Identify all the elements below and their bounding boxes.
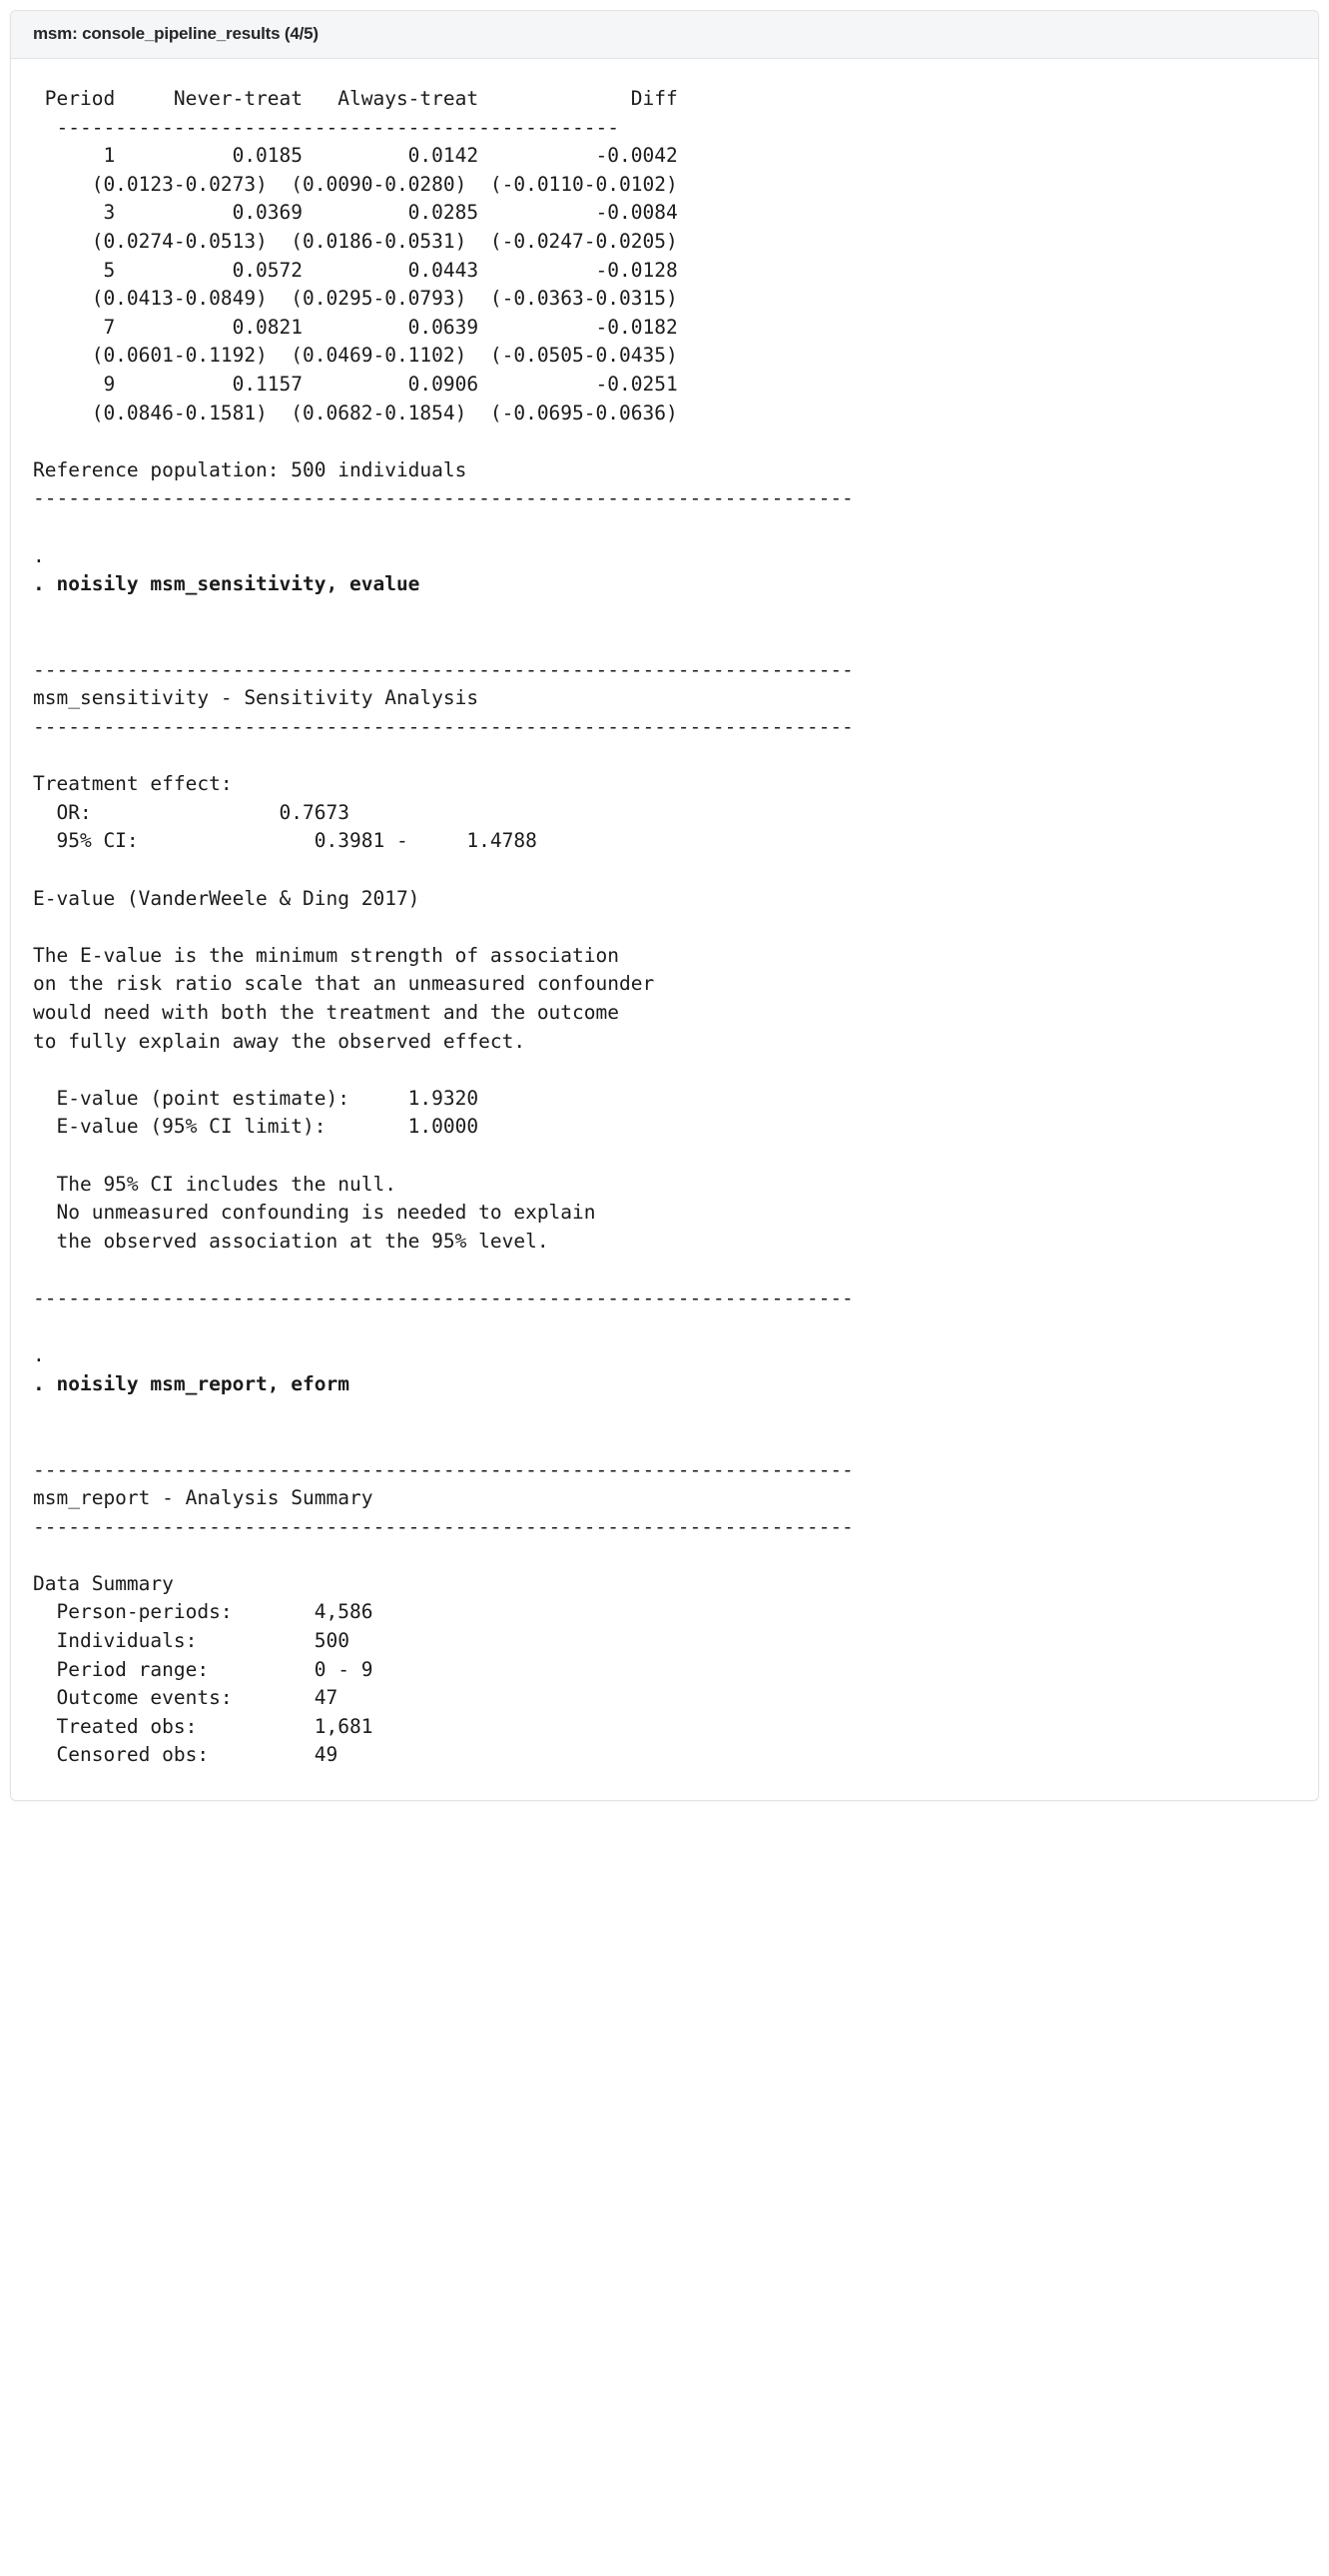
- console-command-line: . noisily msm_sensitivity, evalue: [33, 572, 420, 596]
- console-output-area: [11, 59, 1318, 1800]
- window-titlebar: [11, 11, 1318, 59]
- console-output: Period Never-treat Always-treat Diff ------------------------------------------------ 1 0.0185 0.0142 -0.0042 (0.0123-0.0273) (0.0090-0.0280) (-0.0110-0.0102) 3 0.0369 0.0285 -0.0084 (0.0274-0.0513) (0.0186-0.0531) (-0.0247-0.0205) 5 0.0572 0.0443 -0.0128 (0.0413-0.0849) (0.0295-0.0793) (-0.0363-0.0315) 7 0.0821 0.0639 -0.0182 (0.0601-0.1192) (0.0469-0.1102) (-0.0505-0.0435) 9 0.1157 0.0906 -0.0251 (0.0846-0.1581) (0.0682-0.1854) (-0.0695-0.0636) Reference population: 500 individuals ---------------------------------------------------------------------- . . noisily msm_sensitivity, evalue ---------------------------------------------------------------------- msm_sensitivity - Sensitivity Analysis ---------------------------------------------------------------------- Treatment effect: OR: 0.7673 95% CI: 0.3981 - 1.4788 E-value (VanderWeele & Ding 2017) The E-value is the minimum strength of association on the risk ratio scale that an unmeasured confounder would need with both the treatment and the outcome to fully explain away the observed effect. E-value (point estimate): 1.9320 E-value (95% CI limit): 1.0000 The 95% CI includes the null. No unmeasured confounding is needed to explain the observed association at the 95% level. ---------------------------------------------------------------------- . . noisily msm_report, eform ---------------------------------------------------------------------- msm_report - Analysis Summary ---------------------------------------------------------------------- Data Summary Person-periods: 4,586 Individuals: 500 Period range: 0 - 9 Outcome events: 47 Treated obs: 1,681 Censored obs: 49: [33, 87, 854, 1767]
- console-command-line: . noisily msm_report, eform: [33, 1371, 349, 1395]
- console-window: [10, 10, 1319, 1801]
- window-title: msm: console_pipeline_results (4/5): [33, 24, 319, 43]
